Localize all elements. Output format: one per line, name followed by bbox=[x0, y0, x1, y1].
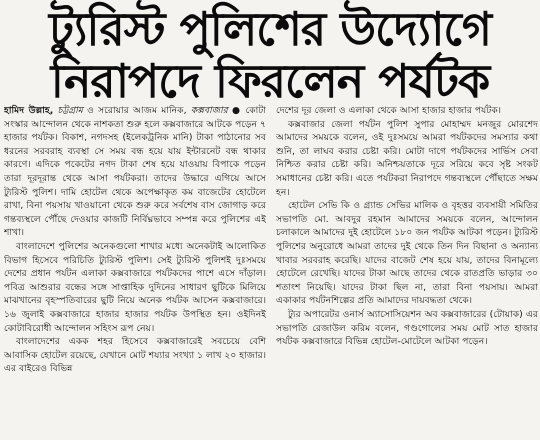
byline-author-1: হামিদ উল্লাহ, bbox=[4, 105, 54, 116]
byline-bullet: ● bbox=[231, 105, 242, 116]
paragraph: বাংলাদেশের একক শহর হিসেবে কক্সবাজারেই সবচেয়ে বেশি আবাসিক হোটেল রয়েছে, যেখানে মোট শয্যার সংখ্যা ১ লাখ ২০ হাজার। এর বাইরেও বিভিন্ন bbox=[4, 336, 266, 375]
byline-place-1: চট্টগ্রাম bbox=[57, 105, 83, 116]
byline-joiner: ও সরোয়ার আজম মানিক, bbox=[87, 105, 187, 116]
paragraph: হোটেল সেভি কি ও গ্র্যান্ড সেভির মালিক ও বৃহত্তর ব্যবসায়ী সমিতির সভাপতি মো. আবদুর রহমান আমাদের সময়কে বলেন, আন্দোলন চলাকালে আমাদের দুই হোটেলে ১৮০ জন পর্যটক আটকা পড়েন। ট্যুরিস্ট পুলিশের অনুরোধে আমরা তাদের দুই থেকে তিন দিন বিছানা ও অন্যান্য খাবার সরবরাহ করেছি। যাদের বাজেট শেষ হয়ে যায়, তাদের বিনামূল্যে হোটেলে রেখেছি। যাদের টাকা আছে তাদের থেকে রাতপ্রতি ভাড়ার ৩০ শতাংশ নিয়েছি। যাদের টাকা ছিল না, তারা বিনা পয়সায়। আমরা একাকার পর্যটনশিল্পের প্রতি আমাদের দায়বদ্ধতা থেকে। bbox=[276, 200, 538, 307]
paragraph: কক্সবাজার জেলা পর্যটন পুলিশ সুপার মোহাম্মদ মনজুর মোরশেদ আমাদের সময়কে বলেন, ওই দুঃসময়ে আমরা পর্যটকদের সমস্যার কথা শুনি, তা লাঘব করার চেষ্টা করি। মোটা দাগে পর্যটকদের সার্ভিস সেবা নিশ্চিত করার চেষ্টা করি। অনিশ্চয়তাকে দূরে সরিয়ে কবে সৃষ্ট সংকট সমাধানের চেষ্টা করি। এতে পর্যটকরা নিরাপদে গন্তব্যস্থলে পৌঁছাতে সক্ষম হন। bbox=[276, 118, 538, 198]
byline-place-2: কক্সবাজার bbox=[190, 105, 228, 116]
paragraph: ট্যুর অপারেটর ওনার্স অ্যাসোসিয়েশন অব কক্সবাজারের (টোয়াক) এর সভাপতি রেজাউল করিম বলেন, গণ্ডগোলের সময় মোট সাত হাজার পর্যটক কক্সবাজারে বিভিন্ন হোটেল-মোটেলে আটকা পড়েন। bbox=[276, 308, 538, 348]
headline-line-1: ট্যুরিস্ট পুলিশের উদ্যোগে bbox=[48, 2, 492, 56]
paragraph: বাংলাদেশে পুলিশের অনেকগুলো শাখার মধ্যে অনেকটাই আলোকিত বিভাগ হিসেবে পরিচিতি ট্যুরিস্ট পুলিশ। সেই ট্যুরিস্ট পুলিশই দুঃসময়ে দেশের প্রধান পর্যটন এলাকা কক্সবাজারে পর্যটকদের পাশে এসে দাঁড়াল। পবিত্র আশুরার বন্ধের সঙ্গে সাপ্তাহিক দুদিনের সাধারণ ছুটিকে মিলিয়ে মাঝখানের বৃহস্পতিবারের ছুটি নিয়ে অনেক পর্যটক আসেন কক্সবাজারে। ১৬ জুলাই কক্সবাজারে হাজার হাজার পর্যটক উপস্থিত হন। ওইদিনই কোটাবিরোধী আন্দোলন সহিংস রূপ নেয়। bbox=[4, 240, 266, 334]
paragraph: কোটা সংস্কার আন্দোলন থেকে নাশকতা শুরু হলে কক্সবাজারে আটকে পড়েন ৭ হাজার পর্যটক। বিকাশ, নগদসহ (ইলেকট্রনিক মানি) টাকা পাঠানোর সব ধরনের সরবরাহ ব্যবস্থা সে সময় বন্ধ হয়ে যায় ইন্টারনেট বন্ধ থাকার কারণে। এদিকে পকেটের নগদ টাকা শেষ হয়ে যাওয়ায় বিপাকে পড়েন তারা দূরদূরান্ত থেকে আসা পর্যটকরা। তাদের উদ্ধারে এগিয়ে আসে ট্যুরিস্ট পুলিশ। দামি হোটেল থেকে অপেক্ষাকৃত কম বাজেটের হোটেলে রাখা, বিনা পয়সায় খাওয়ানো থেকে শুরু করে সর্বশেষ বাস জোগাড় করে গন্তব্যস্থলে পৌঁছে দেওয়ার কাজটি নির্বিঘ্নভাবে সম্পন্ন করে পুলিশের এই শাখা। bbox=[4, 105, 266, 239]
right-column bbox=[276, 104, 538, 440]
byline bbox=[4, 104, 266, 240]
paragraph: দেশের দূর জেলা ও এলাকা থেকে আসা হাজার হাজার পর্যটক। bbox=[276, 105, 502, 116]
left-column bbox=[4, 104, 266, 440]
headline-line-2: নিরাপদে ফিরলেন পর্যটক bbox=[50, 54, 490, 108]
article-body bbox=[4, 104, 538, 440]
